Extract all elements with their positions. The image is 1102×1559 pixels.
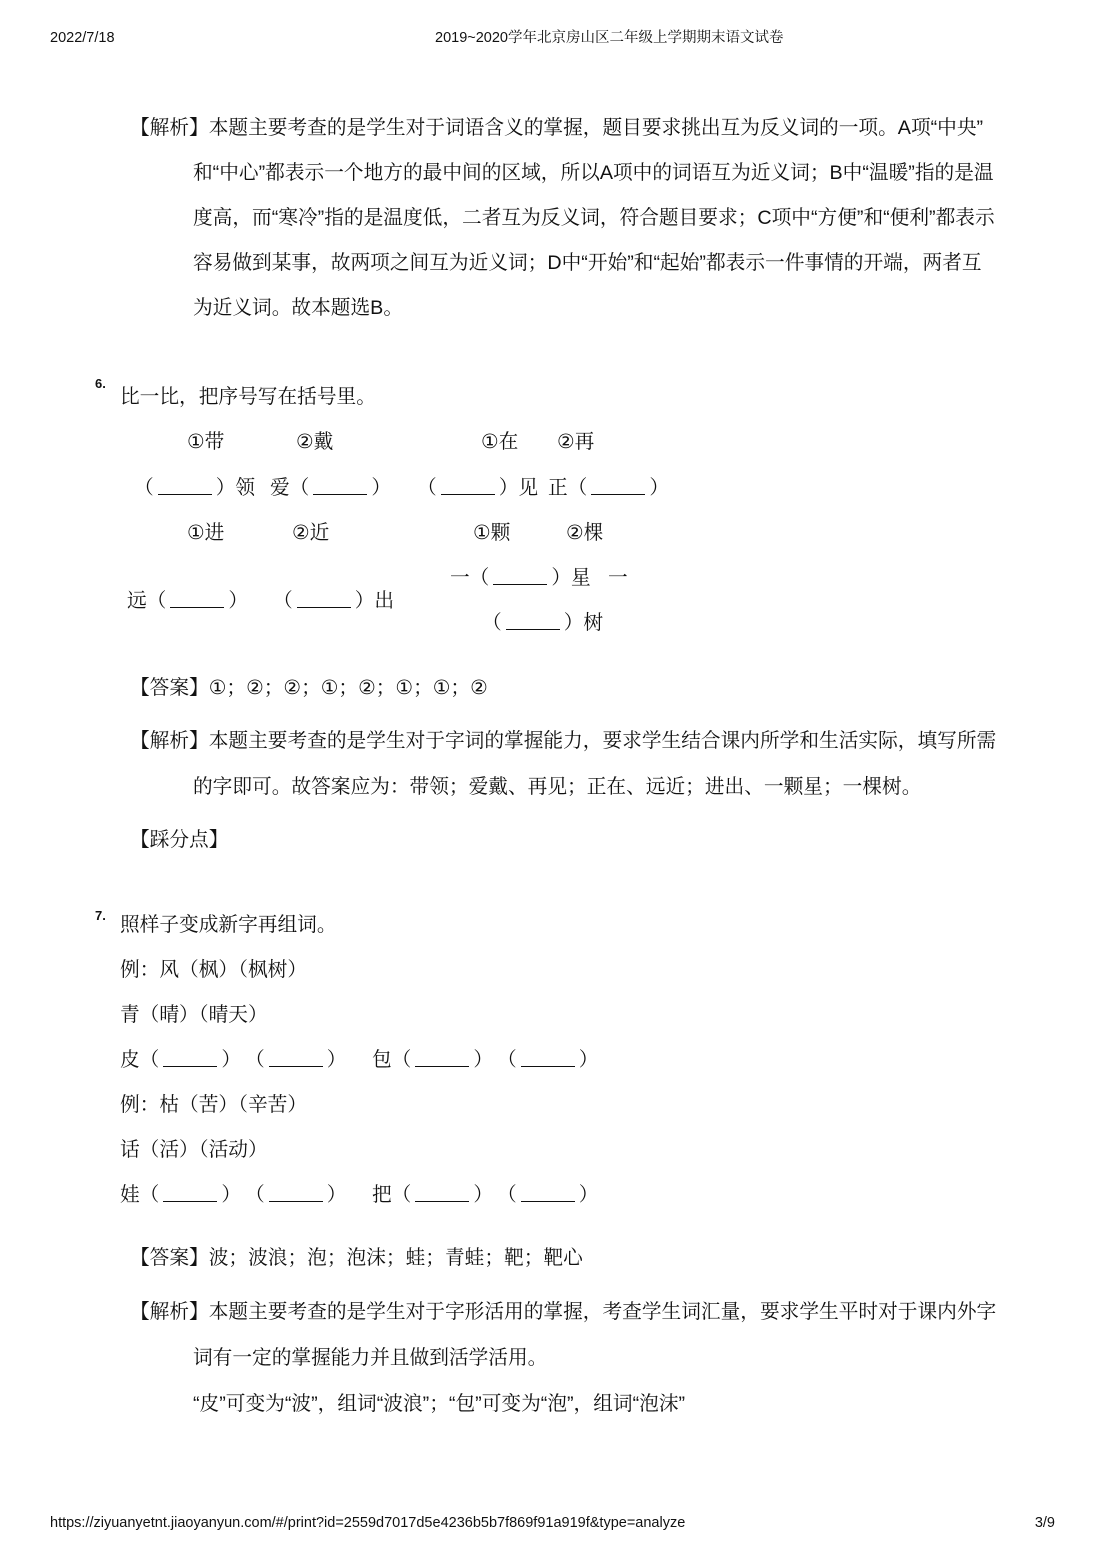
fill-prefix: （	[273, 590, 293, 612]
fill-suffix: ）	[228, 590, 249, 612]
answer-blank	[415, 1052, 469, 1067]
document-title: 2019~2020学年北京房山区二年级上学期期末语文试卷	[435, 30, 784, 46]
analysis-text: 本题主要考查的是学生对于字形活用的掌握，考查学生词汇量，要求学生平时对于课内外字	[208, 1301, 997, 1323]
fill-prefix: （	[417, 477, 437, 499]
fill-prefix: 娃（	[120, 1184, 160, 1206]
analysis-label: 【解析】	[130, 1301, 209, 1323]
analysis-line	[130, 116, 983, 140]
answer-line	[130, 1246, 583, 1270]
fill-prefix: （	[497, 1049, 517, 1071]
answer-blank	[170, 593, 224, 608]
answer-blank	[313, 480, 367, 495]
analysis-line: 词有一定的掌握能力并且做到活学活用。	[193, 1347, 548, 1369]
fill-in-item	[482, 611, 603, 635]
question-prompt: 比一比，把序号写在括号里。	[120, 386, 376, 408]
fill-suffix: ）领	[215, 477, 256, 499]
example-line: 例：风（枫）（枫树）	[120, 959, 308, 981]
example-line: 话（活）（活动）	[120, 1139, 268, 1161]
fill-prefix: （	[497, 1184, 517, 1206]
fill-in-item	[270, 476, 391, 500]
fill-suffix: ）	[649, 477, 670, 499]
print-date: 2022/7/18	[50, 30, 115, 46]
fill-in-item	[450, 566, 591, 590]
fill-in-item	[245, 1048, 346, 1072]
fill-in-item	[372, 1183, 493, 1207]
analysis-line	[130, 1300, 996, 1324]
answer-blank	[269, 1187, 323, 1202]
fill-prefix: 把（	[372, 1184, 412, 1206]
answer-text: ①；②；②；①；②；①；①；②	[208, 677, 488, 699]
fill-in-item	[245, 1183, 346, 1207]
fill-suffix: ）星	[551, 567, 591, 589]
fill-prefix: 包（	[372, 1049, 412, 1071]
fill-in-item	[372, 1048, 493, 1072]
fill-in-item	[127, 589, 248, 613]
fill-suffix: ）	[326, 1184, 347, 1206]
answer-blank	[163, 1187, 217, 1202]
option-choice: ①带	[187, 431, 225, 453]
scoring-points-label: 【踩分点】	[130, 829, 229, 851]
option-choice: ①进	[187, 522, 225, 544]
fill-in-item	[497, 1048, 598, 1072]
answer-label: 【答案】	[130, 1247, 209, 1269]
option-choice: ①颗	[473, 522, 511, 544]
analysis-line: 和“中心”都表示一个地方的最中间的区域，所以A项中的词语互为近义词；B中“温暖”指的是温	[193, 162, 994, 184]
fill-prefix: （	[245, 1049, 265, 1071]
standalone-character: 一	[608, 567, 628, 589]
analysis-line: 的字即可。故答案应为：带领；爱戴、再见；正在、远近；进出、一颗星；一棵树。	[193, 776, 922, 798]
fill-suffix: ）	[221, 1184, 242, 1206]
fill-prefix: 远（	[127, 590, 167, 612]
answer-blank	[441, 480, 495, 495]
fill-in-item	[134, 476, 255, 500]
fill-suffix: ）出	[354, 590, 395, 612]
option-choice: ②近	[292, 522, 330, 544]
option-choice: ②再	[557, 431, 595, 453]
fill-prefix: （	[134, 477, 154, 499]
analysis-line: 为近义词。故本题选B。	[193, 297, 404, 319]
fill-suffix: ）	[578, 1049, 599, 1071]
option-choice: ①在	[481, 431, 519, 453]
fill-in-item	[417, 476, 538, 500]
answer-blank	[158, 480, 212, 495]
answer-blank	[415, 1187, 469, 1202]
answer-blank	[493, 570, 547, 585]
analysis-line: 容易做到某事，故两项之间互为近义词；D中“开始”和“起始”都表示一件事情的开端，两者互	[193, 252, 982, 274]
example-line: 例：枯（苦）（辛苦）	[120, 1094, 308, 1116]
answer-blank	[163, 1052, 217, 1067]
fill-suffix: ）	[326, 1049, 347, 1071]
option-choice: ②戴	[296, 431, 334, 453]
fill-prefix: 一（	[450, 567, 490, 589]
option-choice: ②棵	[566, 522, 604, 544]
fill-in-item	[120, 1048, 241, 1072]
analysis-text: 本题主要考查的是学生对于词语含义的掌握，题目要求挑出互为反义词的一项。A项“中央”	[208, 117, 984, 139]
fill-suffix: ）	[473, 1184, 494, 1206]
page-url: https://ziyuanyetnt.jiaoyanyun.com/#/print?id=2559d7017d5e4236b5b7f869f91a919f&type=analyze	[50, 1515, 686, 1531]
answer-blank	[269, 1052, 323, 1067]
fill-in-item	[120, 1183, 241, 1207]
answer-blank	[506, 615, 560, 630]
fill-in-item	[548, 476, 669, 500]
answer-blank	[591, 480, 645, 495]
fill-prefix: 正（	[548, 477, 588, 499]
question-prompt: 照样子变成新字再组词。	[120, 914, 337, 936]
answer-label: 【答案】	[130, 677, 209, 699]
analysis-label: 【解析】	[130, 730, 209, 752]
analysis-text: 本题主要考查的是学生对于字词的掌握能力，要求学生结合课内所学和生活实际，填写所需	[208, 730, 997, 752]
analysis-label: 【解析】	[130, 117, 209, 139]
fill-prefix: （	[245, 1184, 265, 1206]
fill-suffix: ）	[221, 1049, 242, 1071]
fill-prefix: 皮（	[120, 1049, 160, 1071]
answer-line	[130, 676, 488, 700]
answer-blank	[521, 1052, 575, 1067]
analysis-line: 度高，而“寒冷”指的是温度低，二者互为反义词，符合题目要求；C项中“方便”和“便利”都表示	[193, 207, 995, 229]
fill-prefix: 爱（	[270, 477, 310, 499]
fill-suffix: ）见	[498, 477, 539, 499]
page-number: 3/9	[1034, 1515, 1055, 1531]
analysis-line: “皮”可变为“波”，组词“波浪”；“包”可变为“泡”，组词“泡沫”	[193, 1393, 686, 1415]
answer-blank	[297, 593, 351, 608]
question-number: 7.	[95, 908, 106, 923]
fill-suffix: ）树	[563, 612, 604, 634]
answer-text: 波；波浪；泡；泡沫；蛙；青蛙；靶；靶心	[208, 1247, 583, 1269]
answer-blank	[521, 1187, 575, 1202]
example-line: 青（晴）（晴天）	[120, 1004, 268, 1026]
fill-suffix: ）	[473, 1049, 494, 1071]
question-number: 6.	[95, 376, 106, 391]
fill-in-item	[497, 1183, 598, 1207]
analysis-line	[130, 729, 996, 753]
fill-in-item	[273, 589, 394, 613]
fill-prefix: （	[482, 612, 502, 634]
fill-suffix: ）	[578, 1184, 599, 1206]
fill-suffix: ）	[371, 477, 392, 499]
